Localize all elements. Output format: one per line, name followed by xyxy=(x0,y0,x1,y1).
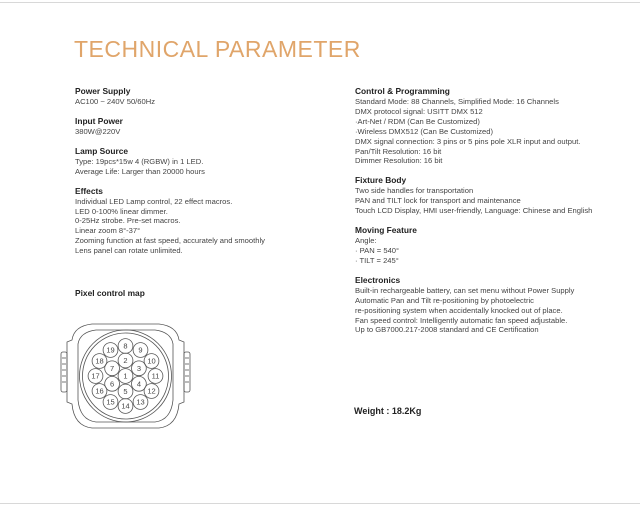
section-control-programming xyxy=(355,86,625,166)
led-number: 13 xyxy=(136,397,145,407)
weight-label: Weight : 18.2Kg xyxy=(354,406,422,416)
spec-line: Individual LED Lamp control, 22 effect macros. xyxy=(75,196,233,206)
section-heading: Effects xyxy=(75,185,103,196)
pixel-control-map-diagram xyxy=(58,318,193,433)
spec-line: Standard Mode: 88 Channels, Simplified Mode: 16 Channels xyxy=(355,97,559,106)
spec-line: · TILT = 245° xyxy=(355,255,399,265)
spec-line: Lens panel can rotate unlimited. xyxy=(75,246,183,256)
led-number: 16 xyxy=(95,386,104,396)
led-number: 11 xyxy=(151,371,160,381)
page-title: TECHNICAL PARAMETER xyxy=(74,36,361,62)
spec-line: Built-in rechargeable battery, can set menu without Power Supply xyxy=(355,285,575,295)
spec-line: Automatic Pan and Tilt re-positioning by photoelectric xyxy=(355,295,534,305)
led-number: 17 xyxy=(91,371,100,381)
section-heading: Lamp Source xyxy=(75,145,129,156)
spec-line: re-positioning system when accidentally knocked out of place. xyxy=(355,305,563,315)
pixel-map-heading: Pixel control map xyxy=(75,288,145,298)
led-number: 5 xyxy=(123,387,128,397)
spec-line: ·Art-Net / RDM (Can Be Customized) xyxy=(355,116,480,126)
spec-line: PAN and TILT lock for transport and maintenance xyxy=(355,196,521,206)
spec-line: 0-25Hz strobe. Pre-set macros. xyxy=(75,216,181,226)
spec-line: Dimmer Resolution: 16 bit xyxy=(355,156,443,166)
led-number: 12 xyxy=(147,386,156,396)
spec-line: Type: 19pcs*15w 4 (RGBW) in 1 LED. xyxy=(75,156,204,166)
section-fixture-body xyxy=(355,175,625,216)
spec-line: DMX signal connection: 3 pins or 5 pins pole XLR input and output. xyxy=(355,136,581,146)
led-number: 14 xyxy=(121,401,130,411)
led-number: 4 xyxy=(136,379,141,389)
led-number: 15 xyxy=(106,397,115,407)
spec-line: Pan/Tilt Resolution: 16 bit xyxy=(355,146,442,156)
led-number: 3 xyxy=(136,363,141,373)
section-electronics xyxy=(355,275,625,336)
led-number: 19 xyxy=(106,345,115,355)
led-number: 1 xyxy=(123,371,128,381)
spec-line: Average Life: Larger than 20000 hours xyxy=(75,166,205,176)
bottom-divider xyxy=(0,503,640,504)
section-effects xyxy=(75,186,330,256)
section-input-power xyxy=(75,116,330,137)
spec-line: Two side handles for transportation xyxy=(355,186,474,196)
led-number: 7 xyxy=(110,363,115,373)
spec-line: LED 0-100% linear dimmer. xyxy=(75,206,168,216)
section-heading: Power Supply xyxy=(75,86,131,96)
led-number: 2 xyxy=(123,356,128,366)
spec-line: Linear zoom 8°-37° xyxy=(75,226,141,236)
led-number: 9 xyxy=(138,345,143,355)
spec-line: Touch LCD Display, HMI user-friendly, Language: Chinese and English xyxy=(355,206,593,216)
section-heading: Moving Feature xyxy=(355,225,417,236)
section-power-supply xyxy=(75,86,330,107)
led-number: 18 xyxy=(95,356,104,366)
spec-line: Fan speed control: Intelligently automatic fan speed adjustable. xyxy=(355,315,568,325)
section-heading: Control & Programming xyxy=(355,86,450,96)
section-heading: Input Power xyxy=(75,115,123,126)
led-number: 6 xyxy=(110,379,115,389)
spec-line: 380W@220V xyxy=(75,126,121,136)
spec-line: DMX protocol signal: USITT DMX 512 xyxy=(355,106,483,116)
top-divider xyxy=(0,2,640,3)
left-column xyxy=(75,86,330,265)
section-lamp-source xyxy=(75,146,330,177)
led-number: 10 xyxy=(147,356,156,366)
section-heading: Electronics xyxy=(355,274,401,285)
section-moving-feature xyxy=(355,225,625,266)
spec-line: AC100 ~ 240V 50/60Hz xyxy=(75,97,156,106)
right-column xyxy=(355,86,625,344)
led-group xyxy=(88,339,163,414)
spec-line: ·Wireless DMX512 (Can Be Customized) xyxy=(355,126,493,136)
section-heading: Fixture Body xyxy=(355,175,407,186)
led-number: 8 xyxy=(123,341,128,351)
spec-line: Angle: xyxy=(355,236,377,246)
spec-line: · PAN = 540° xyxy=(355,245,400,255)
spec-line: Zooming function at fast speed, accurately and smoothly xyxy=(75,236,265,246)
spec-line: Up to GB7000.217-2008 standard and CE Certification xyxy=(355,325,539,335)
